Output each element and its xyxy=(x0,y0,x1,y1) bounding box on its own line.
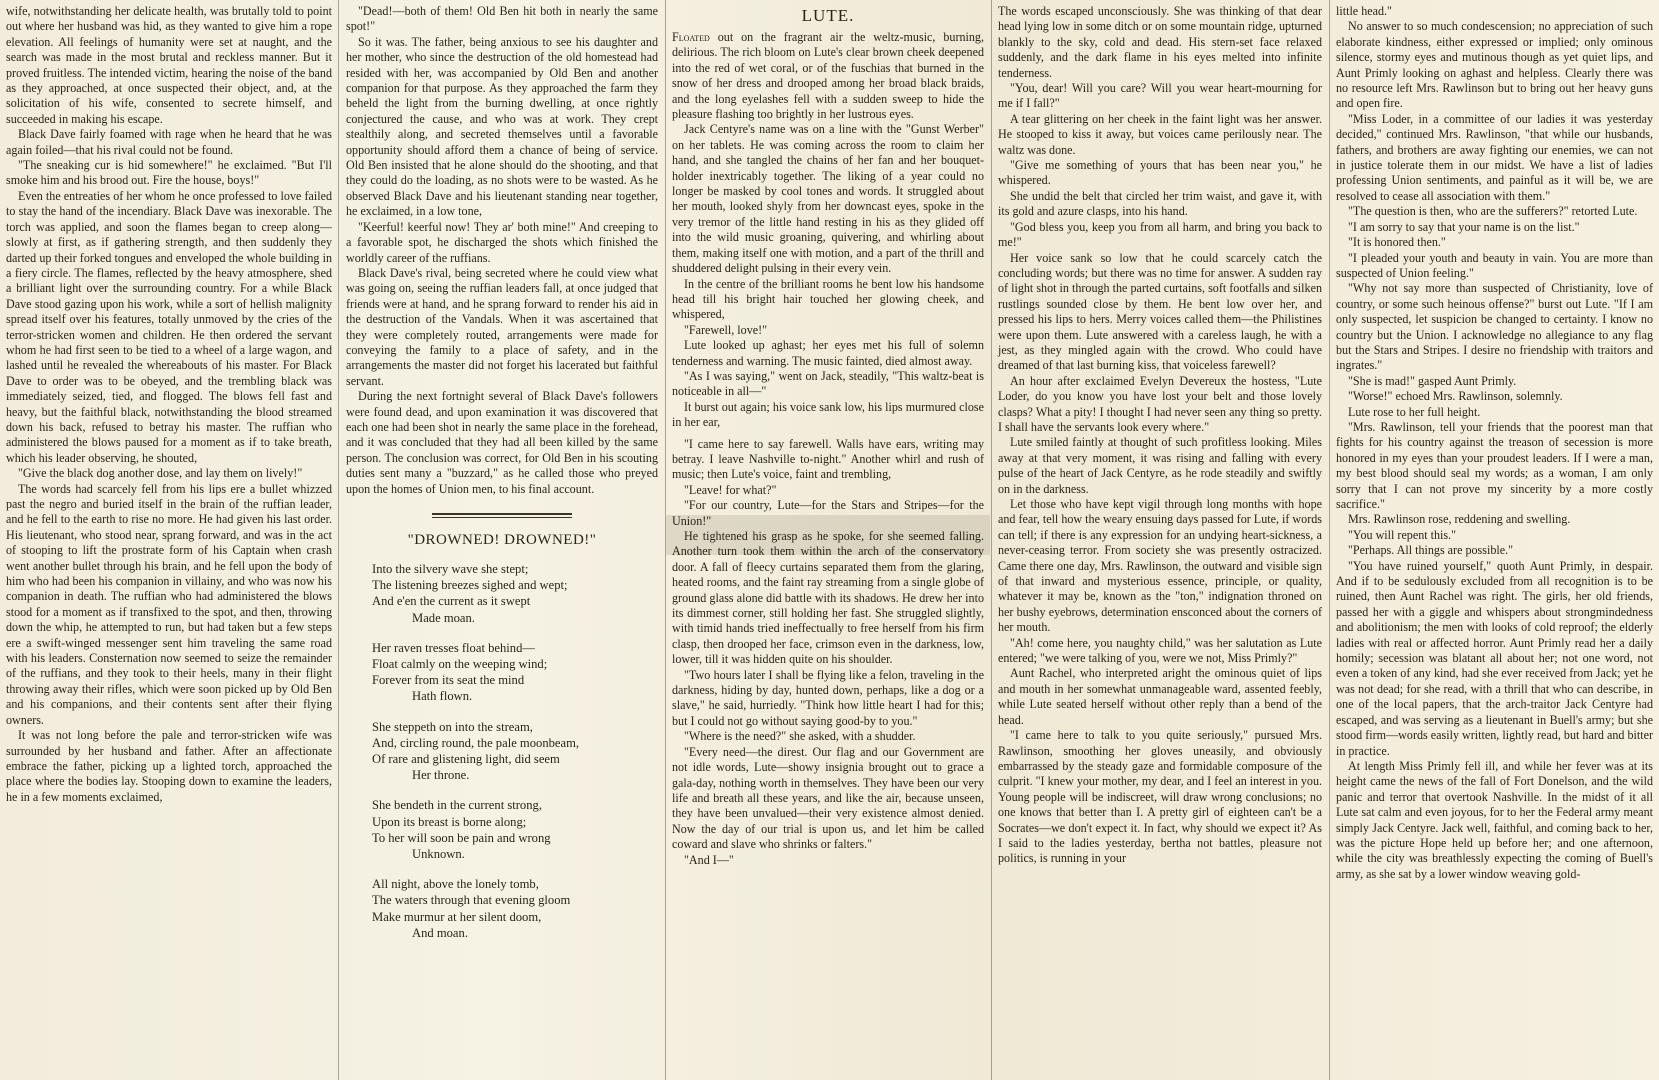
paragraph: "She is mad!" gasped Aunt Primly. xyxy=(1348,373,1517,388)
paragraph: Let those who have kept vigil through long months with hope and fear, tell how the weary ensuing days passed for Lute, if words can tell; if there is any expression for an undying heart-sickness, a never-ceasing terror. From society she was presently ostracized. Came there one day, Mrs. Rawlinson, the outward and visible sign of that inward and mysterious essence, principle, or quality, whatever it may be, known as the "ton," indignation throned on her bushy eyebrows, determination ensconced about the corners of her mouth. xyxy=(998,497,1322,635)
poem-title: "DROWNED! DROWNED!" xyxy=(407,532,597,548)
paragraph: "Worse!" echoed Mrs. Rawlinson, solemnly. xyxy=(1348,389,1563,404)
paragraph: "As I was saying," went on Jack, steadily, "This waltz-beat is noticeable in all—" xyxy=(672,368,984,399)
poem-line: She bendeth in the current strong, xyxy=(372,798,542,813)
paragraph: "Farewell, love!" xyxy=(684,322,768,337)
paragraph: Lute rose to her full height. xyxy=(1348,404,1481,419)
paragraph: "Dead!—both of them! Old Ben hit both in nearly the same spot!" xyxy=(346,4,658,34)
paragraph: "Ah! come here, you naughty child," was her salutation as Lute entered; "we were talking of you, were we not, Miss Primly?" xyxy=(998,635,1322,666)
poem-line: Forever from its seat the mind xyxy=(372,673,525,688)
poem-line: Upon its breast is borne along; xyxy=(372,814,527,829)
poem-line: The waters through that evening gloom xyxy=(372,893,571,908)
paragraph: "Perhaps. All things are possible." xyxy=(1348,543,1514,558)
poem-line: Float calmly on the weeping wind; xyxy=(372,657,548,672)
paragraph: No answer to so much condescension; no appreciation of such elaborate kindness, either expressed or implied; only ominous silence, stormy eyes and mutinous though as yet quiet lips, and Aunt Primly looking on aghast and helpless. Clearly there was no resource left Mrs. Rawlinson but to bring out her heavy guns and open fire. xyxy=(1336,19,1653,111)
column-rule xyxy=(338,0,339,1080)
paragraph: In the centre of the brilliant rooms he bent low his handsome head till his bright hair touched her glowing cheek, and whispered, xyxy=(672,276,984,322)
poem-line: And moan. xyxy=(412,925,468,940)
column-2 xyxy=(340,0,664,1080)
poem-line: She steppeth on into the stream, xyxy=(372,719,533,734)
poem-line: All night, above the lonely tomb, xyxy=(372,877,539,892)
paragraph: An hour after exclaimed Evelyn Devereux the hostess, "Lute Loder, do you know you have lost your belt and those lovely clasps? What a pity! I thought I had never seen any thing so pretty. I shall have the servants look every where." xyxy=(998,373,1322,434)
column-5 xyxy=(1330,0,1659,1080)
paragraph: "Why not say more than suspected of Christianity, love of country, or some such heinous offense?" burst out Lute. "If I am only suspected, let suspicion be changed to certainty. I know no country but the Union. I acknowledge no allegiance to any flag but the Stars and Stripes. I desire no friendship with traitors and ingrates." xyxy=(1336,281,1653,373)
paragraph: Her voice sank so low that he could scarcely catch the concluding words; but there was no time for answer. A sudden ray of light shot in through the parted curtains, soft footfalls and silken rustlings sounded close by them. He bent low over her, and pressed his lips to hers. Merry voices called them—the Philistines were upon them. Lute answered with a careless laugh, he with a jest, as they mingled again with the crowd. Who could have dreamed of that last burning kiss, that voiceless farewell? xyxy=(998,250,1322,373)
paragraph: "For our country, Lute—for the Stars and Stripes—for the Union!" xyxy=(672,498,984,528)
poem-line: Of rare and glistening light, did seem xyxy=(372,752,560,767)
paragraph: "I came here to talk to you quite seriously," pursued Mrs. Rawlinson, smoothing her gloves uneasily, and obviously embarrassed by the steady gaze and formidable composure of the culprit. "I knew your mother, my dear, and I feel an interest in you. Young people will be indiscreet, will draw wrong conclusions; no one knows that better than I. A pretty girl of eighteen can't be a Socrates—we don't expect it. In fact, why should we expect it? As I said to the ladies yesterday, bertha not battles, pleasure not politics, is running in your xyxy=(998,728,1323,866)
paragraph: At length Miss Primly fell ill, and while her fever was at its height came the news of the fall of Fort Donelson, and the wild panic and terror that overtook Nashville. In the midst of it all Lute sat calm and even joyous, for to her the Federal army meant simply Jack Centyre. Jack well, faithful, and coming back to her, was the picture Hope held up before her; and one afternoon, while the city was breathlessly expecting the coming of Buell's army, as she sat by a lower window weaving gold- xyxy=(1336,758,1653,881)
paragraph: A tear glittering on her cheek in the faint light was her answer. He stooped to kiss it away, but voices came perilously near. The waltz was done. xyxy=(998,111,1322,157)
paragraph: "Give me something of yours that has been near you," he whispered. xyxy=(998,158,1322,188)
paragraph: "You will repent this." xyxy=(1348,527,1457,542)
poem-line: Made moan. xyxy=(412,610,475,625)
paragraph: Black Dave's rival, being secreted where he could view what was going on, seeing the ruffian leaders fall, at once judged that friends were at hand, and he sprang forward to render his aid in the destruction of the Vandals. When it was ascertained that they were completely routed, arrangements were made for conveying the family to a place of safety, and in the arrangements the master did not forget his lacerated but faithful servant. xyxy=(346,265,658,388)
poem-stanza xyxy=(372,876,658,941)
poem-stanza xyxy=(372,719,658,784)
paragraph: "God bless you, keep you from all harm, and bring you back to me!" xyxy=(998,219,1322,250)
paragraph: Lute smiled faintly at thought of such profitless looking. Miles away at that very moment, it was rising and falling with every pulse of the heart of Jack Centyre, as he rode steadily and swiftly on in the darkness. xyxy=(998,435,1322,496)
poem-line: Her raven tresses float behind— xyxy=(372,640,535,655)
paragraph: "Where is the need?" she asked, with a shudder. xyxy=(684,729,916,744)
paragraph: "I came here to say farewell. Walls have ears, writing may betray. I leave Nashville to-night." Another whirl and rush of music; then Lute's voice, faint and trembling, xyxy=(672,436,984,482)
paragraph: "Every need—the direst. Our flag and our Government are not idle words, Lute—showy insignia brought out to grace a gala-day, nothing worth in themselves. They have been our very life and breath all these years, and like the air, because unseen, they have been unvalued—their very existence almost denied. Now the day of our trial is upon us, and let him be called coward and slave who shrinks or falters." xyxy=(672,744,984,852)
paragraph-text: out on the fragrant air the weltz-music, burning, delirious. The rich bloom on Lute's clear brown cheek deepened into the red of wet coral, or of the fuschias that burned in the snow of her dress and drooped among her broad black braids, and the long eyelashes fell with a sudden sweep to hide the pleasure flashing too brightly in her lustrous eyes. xyxy=(672,30,984,122)
paragraph: Jack Centyre's name was on a line with the "Gunst Werber" on her tablets. He was coming across the room to claim her hand, and she tangled the chains of her fan and her bouquet-holder inextricably together. The liking of a year could no longer be masked by cool tones and words. It struggled about her mouth, looked shyly from her downcast eyes, spoke in the very tremor of the little hand resting in his as they glided off into the wild music groaning, quivering, and whirling about them, making itself one with motion, and a part of the thrill and shuddered delight pulsing in their every vein. xyxy=(672,122,984,276)
poem-line: Hath flown. xyxy=(412,689,473,704)
paragraph: Lute looked up aghast; her eyes met his full of solemn tenderness and warning. The music fainted, died almost away. xyxy=(672,338,984,368)
paragraph: wife, notwithstanding her delicate health, was brutally told to point out where her husband was hid, as they wanted to give him a rope elevation. All feelings of humanity were set at naught, and the search was made in the most brutal and reckless manner. But it proved fruitless. The intended victim, hearing the noise of the band as they approached, at once suspected their object, and, at the solicitation of his wife, consented to secrete himself, and succeeded in making his escape. xyxy=(6,4,332,126)
story-title: LUTE. xyxy=(801,6,855,25)
poem-stanza xyxy=(372,640,658,705)
paragraph: He tightened his grasp as he spoke, for she seemed falling. Another turn took them within the arch of the conservatory door. A fall of fleecy curtains separated them from the glaring, heated rooms, and the faint ray streaming from a single globe of ground glass alone did battle with its shadows. He drew her into its dimmest corner, still holding her fast. She struggled slightly, with timid hands tried ineffectually to free herself from his firm clasp, then drooped her face, crimson even in the darkness, low, lower, till it was hidden quite on his shoulder. xyxy=(672,529,984,667)
paragraph: "I pleaded your youth and beauty in vain. You are more than suspected of Union feeling." xyxy=(1336,250,1653,280)
paragraph: Aunt Rachel, who interpreted aright the ominous quiet of lips and mouth in her somewhat unmanageable ward, assented feebly, while Lute seated herself without other reply than a bend of the head. xyxy=(998,666,1322,727)
poem-line: And e'en the current as it swept xyxy=(372,594,531,609)
paragraph: "You, dear! Will you care? Will you wear heart-mourning for me if I fall?" xyxy=(998,81,1322,111)
column-4 xyxy=(992,0,1328,1080)
column-1 xyxy=(0,0,338,1080)
paragraph: Even the entreaties of her whom he once professed to love failed to stay the hand of the incendiary. Black Dave was inexorable. The torch was applied, and soon the flames began to creep along—slowly at first, as if gathering strength, and then suddenly they darted up their forked tongues and enveloped the whole building in a fiery circle. The flames, reflected by the heavy atmosphere, shed a brilliant light over the surrounding country. For a while Black Dave stood gazing upon his work, while a sort of hellish malignity spread itself over his features, totally unmoved by the cries of the terror-stricken women and children. He then ordered the servant whom he had first seen to be tied to a wheel of a large wagon, and lashed until he revealed the whereabouts of his master. For Black Dave to order was to be obeyed, and the trembling black was immediately seized, tied, and flogged. The blows fell fast and heavy, but the faithful black, notwithstanding the blood streamed down his back, refused to betray his master. The ruffian who administered the blows paused for a moment as if to take breath, which his leader observing, he shouted, xyxy=(6,188,332,465)
section-separator xyxy=(432,513,572,518)
paragraph: She undid the belt that circled her trim waist, and gave it, with its gold and azure clasps, into his hand. xyxy=(998,188,1322,219)
poem-line: Make murmur at her silent doom, xyxy=(372,909,542,924)
paragraph: "Two hours later I shall be flying like a felon, traveling in the darkness, hiding by day, hunted down, perhaps, like a dog or a slave," he said, hurriedly. "Think how little heart I had for this; but I could not go without saying good-by to you." xyxy=(672,667,984,728)
poem-line: The listening breezes sighed and wept; xyxy=(372,578,568,593)
paragraph: "The sneaking cur is hid somewhere!" he exclaimed. "But I'll smoke him and his brood out. Fire the house, boys!" xyxy=(6,158,332,188)
poem-line: To her will soon be pain and wrong xyxy=(372,830,551,845)
paragraph: "Miss Loder, in a committee of our ladies it was yesterday decided," continued Mrs. Rawlinson, "that while our husbands, fathers, and brothers are away fighting our enemies, we can not in justice tolerate them in our midst. We have a list of ladies professing Union sentiments, and painful as it will be, we are resolved to cease all association with them." xyxy=(1336,111,1653,203)
paragraph: The words escaped unconsciously. She was thinking of that dear head lying low in some ditch or on some mountain ridge, upturned blankly to the sky, cold and dead. His stern-set face relaxed suddenly, and the dark flame in his eyes melted into infinite tenderness. xyxy=(998,4,1322,80)
paragraph: "Keerful! keerful now! They ar' both mine!" And creeping to a favorable spot, he discharged the shots which finished the worldly career of the ruffians. xyxy=(346,219,658,265)
paragraph: "Leave! for what?" xyxy=(684,482,777,497)
paragraph: So it was. The father, being anxious to see his daughter and her mother, who since the destruction of the old homestead had resided with her, was accompanied by Old Ben and another companion for that purpose. As they approached the farm they beheld the light from the burning dwelling, at once rightly conjectured the cause, and who was at work. They crept stealthily along, and secreted themselves until a favorable opportunity should afford them a chance of being of service. Old Ben insisted that he alone should do the shooting, and that they could do the loading, as no shots were to be wasted. As he observed Black Dave and his lieutenant standing near together, he exclaimed, in a low tone, xyxy=(346,34,658,219)
poem-line: Unknown. xyxy=(412,847,465,862)
poem-line: And, circling round, the pale moonbeam, xyxy=(372,735,580,750)
column-3 xyxy=(666,0,990,1080)
paragraph: "I am sorry to say that your name is on the list." xyxy=(1348,219,1580,234)
paragraph: It was not long before the pale and terror-stricken wife was surrounded by her husband and father. After an affectionate embrace the father, picking up a lighted torch, approached the place where the bodies lay. Stooping down to examine the leaders, he in a few moments exclaimed, xyxy=(6,728,332,804)
paragraph: "You have ruined yourself," quoth Aunt Primly, in despair. And if to be sedulously excluded from all recognition is to be ruined, then Aunt Rachel was right. The girls, her old friends, passed her with a giggle and whispers about strongmindedness and abolitionism; the men with looks of cold reproof; the elderly ladies with real or affected horror. Aunt Primly read her a daily homily; secession was blatant all about her; not one word, not even a token of any kind, had she ever received from Jack; yet he was not dead; for she read, with a thrill that who can describe, in one of the local papers, that the arch-traitor Jack Centyre had escaped, and was serving as a lieutenant in Buell's army; but she stood firm—words easily written, lightly read, but hard and bitter in practice. xyxy=(1336,558,1653,758)
paragraph: During the next fortnight several of Black Dave's followers were found dead, and upon examination it was discovered that each one had been shot in nearly the same place in the forehead, and it was concluded that they had all been killed by the same person. The conclusion was correct, for Old Ben in his scouting duties sent many a "buzzard," as he called those who preyed upon the homes of Union men, to his final account. xyxy=(346,389,658,496)
poem-line: Into the silvery wave she stept; xyxy=(372,562,529,576)
poem-line: Her throne. xyxy=(412,768,470,783)
paragraph: little head." xyxy=(1336,4,1392,18)
poem-stanza xyxy=(372,797,658,862)
paragraph: "Give the black dog another dose, and lay them on lively!" xyxy=(18,466,303,481)
paragraph: The words had scarcely fell from his lips ere a bullet whizzed past the negro and buried itself in the brain of the ruffian leader, and he fell to the earth to rise no more. He had given his last order. His lieutenant, who stood near, sprang forward, and was in the act of stooping to lift the prostrate form of his Captain when crash went another bullet through his brain, and he fell upon the body of him who had been his companion in villainy, and who was now his companion in death. The ruffian who had administered the blows stood for a moment as if transfixed to the spot, and then, throwing down the whip, he attempted to run, but had taken but a few steps ere a swift-winged messenger sent him traveling the same road with his leaders. Consternation now seemed to seize the remainder of the ruffians, and they took to their heels, many in their flight throwing away their rifles, which were soon picked up by Old Ben and his companions, and their contents sent after their flying owners. xyxy=(6,481,332,727)
paragraph: "The question is then, who are the sufferers?" retorted Lute. xyxy=(1348,204,1638,219)
paragraph: "Mrs. Rawlinson, tell your friends that the poorest man that fights for his country against the treason of secession is more honored in my eyes than your proudest leaders. If I were a man, my best blood should seal my words; as a woman, I am only sorry that I can not prove my sincerity by a more costly sacrifice." xyxy=(1336,419,1653,511)
paragraph: It burst out again; his voice sank low, his lips murmured close in her ear, xyxy=(672,399,984,430)
paragraph xyxy=(672,30,984,122)
lead-word: Floated xyxy=(672,30,710,44)
paragraph: Mrs. Rawlinson rose, reddening and swelling. xyxy=(1348,512,1571,527)
poem-stanza xyxy=(372,561,658,626)
paragraph: "It is honored then." xyxy=(1348,235,1446,250)
paragraph: Black Dave fairly foamed with rage when he heard that he was again foiled—that his rival could not be found. xyxy=(6,127,332,157)
paragraph: "And I—" xyxy=(684,852,734,867)
